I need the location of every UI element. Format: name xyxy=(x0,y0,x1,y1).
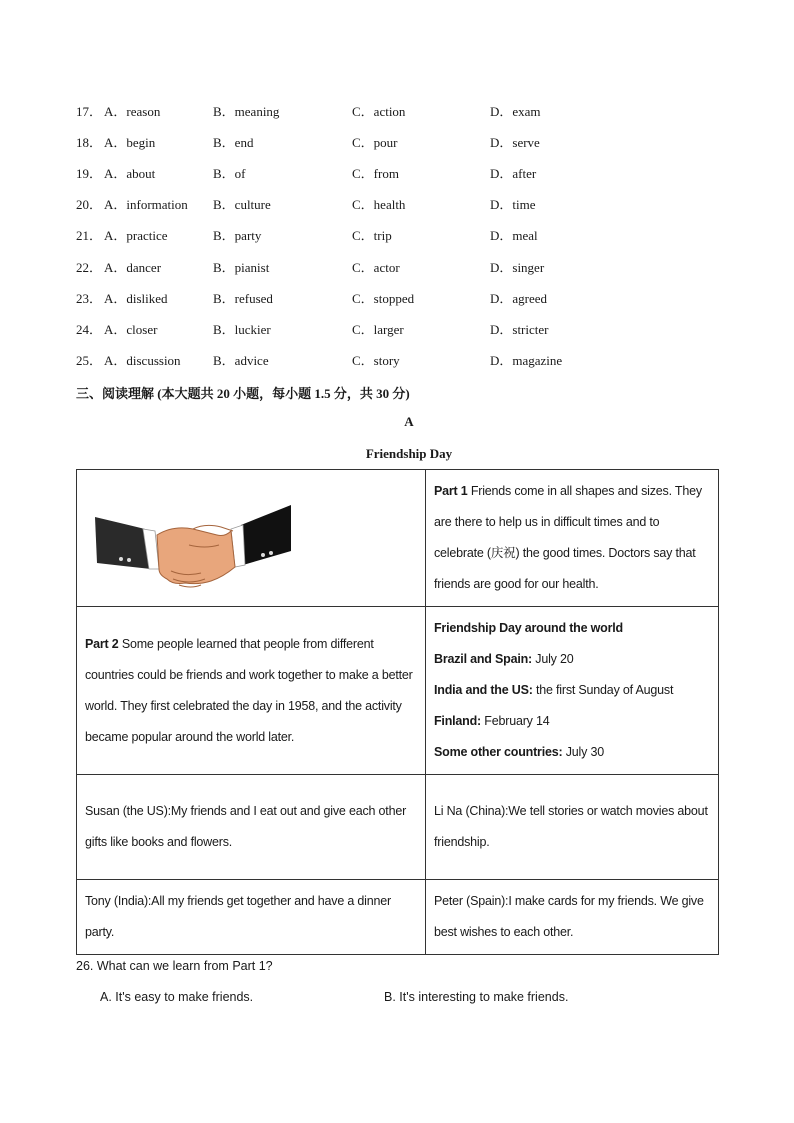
option-d: D．magazine xyxy=(490,352,563,368)
option-row xyxy=(0,351,794,371)
question-number: 25． xyxy=(76,352,103,368)
world-item: Finland: February 14 xyxy=(434,714,550,728)
part1-text: Friends come in all shapes and sizes. They are there to help us in difficult times and to celebrate (庆祝) the good times. Doctors say that friends are good for our health. xyxy=(434,484,702,591)
option-b: B．pianist xyxy=(213,259,270,275)
option-c: C．stopped xyxy=(352,290,415,306)
option-row xyxy=(0,195,794,215)
question-option-b: B. It's interesting to make friends. xyxy=(384,990,569,1004)
option-b: B．refused xyxy=(213,290,273,306)
peter-cell: Peter (Spain):I make cards for my friends. We give best wishes to each other. xyxy=(426,880,719,955)
option-row xyxy=(0,164,794,184)
option-c: C．action xyxy=(352,104,406,119)
option-d: D．after xyxy=(490,166,537,182)
option-a: A．reason xyxy=(104,104,161,119)
option-row xyxy=(0,102,794,122)
part2-text: Some people learned that people from different countries could be friends and work together to make a better world. They first celebrated the day in 1958, and the activity became popular around the world later. xyxy=(85,636,413,744)
option-c: C．story xyxy=(352,352,400,368)
question-number: 22． xyxy=(76,259,103,275)
option-b: B．culture xyxy=(213,197,271,213)
option-d: D．stricter xyxy=(490,321,549,337)
option-d: D．agreed xyxy=(490,290,548,306)
question-number: 20． xyxy=(76,197,103,213)
question-number: 17． xyxy=(76,104,103,119)
handshake-icon xyxy=(93,485,293,595)
question-number: 23． xyxy=(76,290,103,306)
option-c: C．pour xyxy=(352,135,398,151)
lina-cell: Li Na (China):We tell stories or watch movies about friendship. xyxy=(426,775,719,880)
reading-table xyxy=(76,469,719,955)
option-row xyxy=(0,258,794,278)
option-d: D．time xyxy=(490,197,536,213)
part2-cell xyxy=(77,607,426,775)
option-b: B．meaning xyxy=(213,104,280,119)
world-item: India and the US: the first Sunday of August xyxy=(434,683,674,697)
option-row xyxy=(0,226,794,246)
question-number: 21． xyxy=(76,228,103,244)
option-d: D．serve xyxy=(490,135,540,151)
world-item: Brazil and Spain: July 20 xyxy=(434,652,574,666)
option-a: A．closer xyxy=(104,321,158,337)
part1-label: Part 1 xyxy=(434,484,468,498)
option-a: A．disliked xyxy=(104,290,168,306)
option-c: C．from xyxy=(352,166,399,182)
question-option-a: A. It's easy to make friends. xyxy=(100,990,254,1004)
susan-cell: Susan (the US):My friends and I eat out and give each other gifts like books and flowers. xyxy=(77,775,426,880)
option-row xyxy=(0,320,794,340)
part1-cell xyxy=(426,470,719,607)
option-c: C．trip xyxy=(352,228,392,244)
passage-letter: A xyxy=(404,414,414,429)
option-row xyxy=(0,289,794,309)
option-b: B．party xyxy=(213,228,262,244)
part2-label: Part 2 xyxy=(85,636,119,651)
option-a: A．begin xyxy=(104,135,156,151)
option-d: D．singer xyxy=(490,259,545,275)
world-title: Friendship Day around the world xyxy=(434,621,623,635)
question-stem: 26. What can we learn from Part 1? xyxy=(76,959,273,973)
question-number: 18． xyxy=(76,135,103,151)
option-d: D．exam xyxy=(490,104,541,119)
handshake-image-cell xyxy=(77,470,426,607)
tony-cell: Tony (India):All my friends get together and have a dinner party. xyxy=(77,880,426,955)
option-d: D．meal xyxy=(490,228,538,244)
option-c: C．health xyxy=(352,197,406,213)
passage-title: Friendship Day xyxy=(365,446,453,461)
option-c: C．actor xyxy=(352,259,400,275)
option-a: A．practice xyxy=(104,228,168,244)
world-item: Some other countries: July 30 xyxy=(434,745,604,759)
option-a: A．dancer xyxy=(104,259,162,275)
option-a: A．discussion xyxy=(104,352,181,368)
option-row xyxy=(0,133,794,153)
option-b: B．advice xyxy=(213,352,269,368)
option-c: C．larger xyxy=(352,321,404,337)
question-number: 24． xyxy=(76,321,103,337)
question-number: 19． xyxy=(76,166,103,182)
option-b: B．of xyxy=(213,166,246,182)
option-b: B．end xyxy=(213,135,254,151)
option-a: A．about xyxy=(104,166,156,182)
option-a: A．information xyxy=(104,197,188,213)
world-cell xyxy=(426,607,719,775)
option-b: B．luckier xyxy=(213,321,271,337)
section-title: 三、阅读理解 (本大题共 20 小题，每小题 1.5 分，共 30 分) xyxy=(76,386,410,401)
